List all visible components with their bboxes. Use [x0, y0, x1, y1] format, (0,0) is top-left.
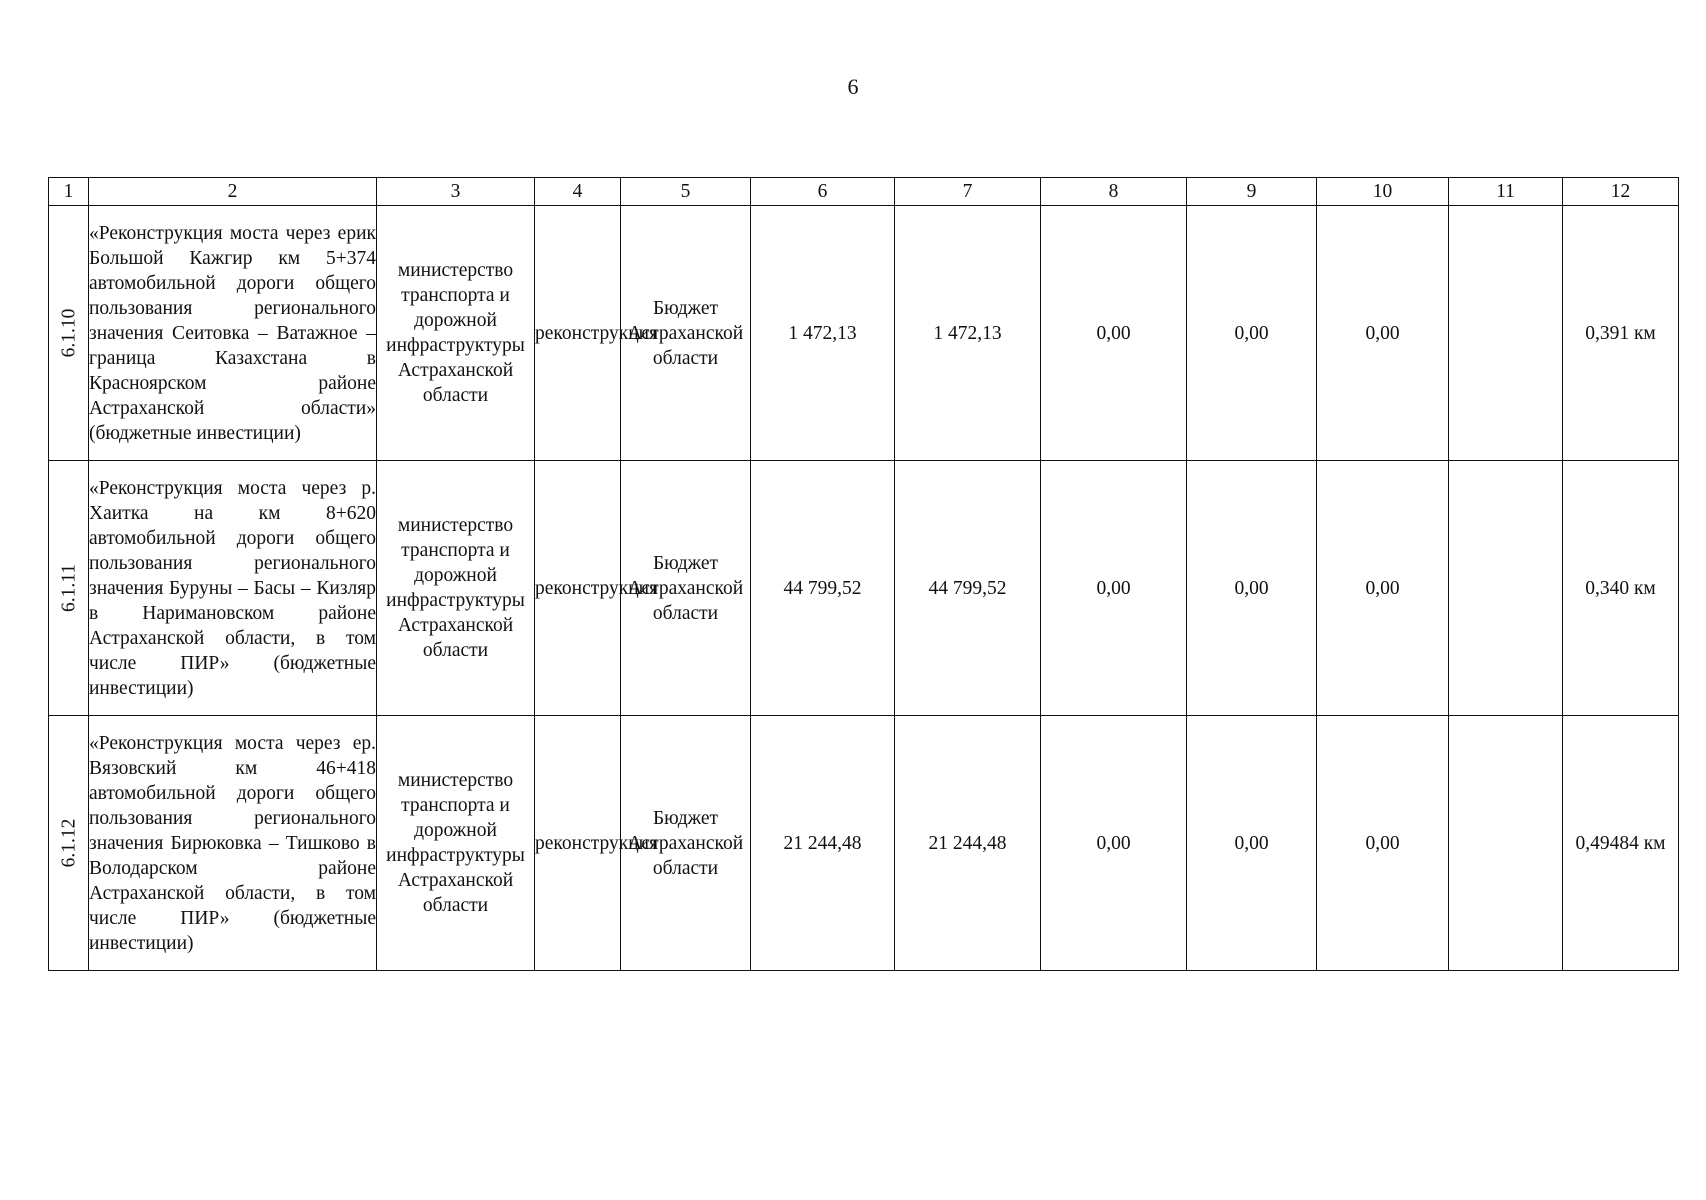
- value-col6: 21 244,48: [751, 716, 895, 971]
- projects-table: [48, 177, 1679, 971]
- page-number: 6: [847, 74, 859, 99]
- value-col9: 0,00: [1187, 716, 1317, 971]
- row-number: 6.1.12: [49, 716, 89, 971]
- row-number: 6.1.10: [49, 206, 89, 461]
- work-type: реконструкция: [535, 206, 621, 461]
- row-number: 6.1.11: [49, 461, 89, 716]
- table-row: [49, 716, 1679, 971]
- column-header: 2: [89, 178, 377, 206]
- column-header: 12: [1563, 178, 1679, 206]
- responsible-party: министерство транспорта и дорожной инфраструктуры Астраханской области: [377, 206, 535, 461]
- table-row: [49, 206, 1679, 461]
- value-col11: [1449, 206, 1563, 461]
- project-description: «Реконструкция моста через ерик Большой Кажгир км 5+374 автомобильной дороги общего пользования регионального значения Сеитовка – Ватажное – граница Казахстана в Красноярском районе Астраханской области» (бюджетные инвестиции): [89, 206, 377, 461]
- work-type: реконструкция: [535, 461, 621, 716]
- column-header: 11: [1449, 178, 1563, 206]
- column-header: 4: [535, 178, 621, 206]
- length-value: 0,340 км: [1563, 461, 1679, 716]
- column-header: 7: [895, 178, 1041, 206]
- column-header: 9: [1187, 178, 1317, 206]
- column-header: 8: [1041, 178, 1187, 206]
- column-header: 3: [377, 178, 535, 206]
- value-col10: 0,00: [1317, 716, 1449, 971]
- work-type: реконструкция: [535, 716, 621, 971]
- column-header: 10: [1317, 178, 1449, 206]
- value-col11: [1449, 716, 1563, 971]
- value-col9: 0,00: [1187, 461, 1317, 716]
- value-col6: 44 799,52: [751, 461, 895, 716]
- value-col8: 0,00: [1041, 716, 1187, 971]
- funding-source: Бюджет Астраханской области: [621, 716, 751, 971]
- project-description: «Реконструкция моста через р. Хаитка на км 8+620 автомобильной дороги общего пользования регионального значения Буруны – Басы – Кизляр в Наримановском районе Астраханской области, в том числе ПИР» (бюджетные инвестиции): [89, 461, 377, 716]
- responsible-party: министерство транспорта и дорожной инфраструктуры Астраханской области: [377, 461, 535, 716]
- length-value: 0,49484 км: [1563, 716, 1679, 971]
- value-col9: 0,00: [1187, 206, 1317, 461]
- value-col8: 0,00: [1041, 206, 1187, 461]
- funding-source: Бюджет Астраханской области: [621, 461, 751, 716]
- value-col7: 44 799,52: [895, 461, 1041, 716]
- value-col7: 21 244,48: [895, 716, 1041, 971]
- length-value: 0,391 км: [1563, 206, 1679, 461]
- table-row: [49, 461, 1679, 716]
- value-col10: 0,00: [1317, 461, 1449, 716]
- value-col6: 1 472,13: [751, 206, 895, 461]
- column-header: 6: [751, 178, 895, 206]
- column-header: 5: [621, 178, 751, 206]
- project-description: «Реконструкция моста через ер. Вязовский км 46+418 автомобильной дороги общего пользования регионального значения Бирюковка – Тишково в Володарском районе Астраханской области, в том числе ПИР» (бюджетные инвестиции): [89, 716, 377, 971]
- responsible-party: министерство транспорта и дорожной инфраструктуры Астраханской области: [377, 716, 535, 971]
- value-col7: 1 472,13: [895, 206, 1041, 461]
- table-header-row: [49, 178, 1679, 206]
- value-col10: 0,00: [1317, 206, 1449, 461]
- funding-source: Бюджет Астраханской области: [621, 206, 751, 461]
- column-header: 1: [49, 178, 89, 206]
- value-col11: [1449, 461, 1563, 716]
- value-col8: 0,00: [1041, 461, 1187, 716]
